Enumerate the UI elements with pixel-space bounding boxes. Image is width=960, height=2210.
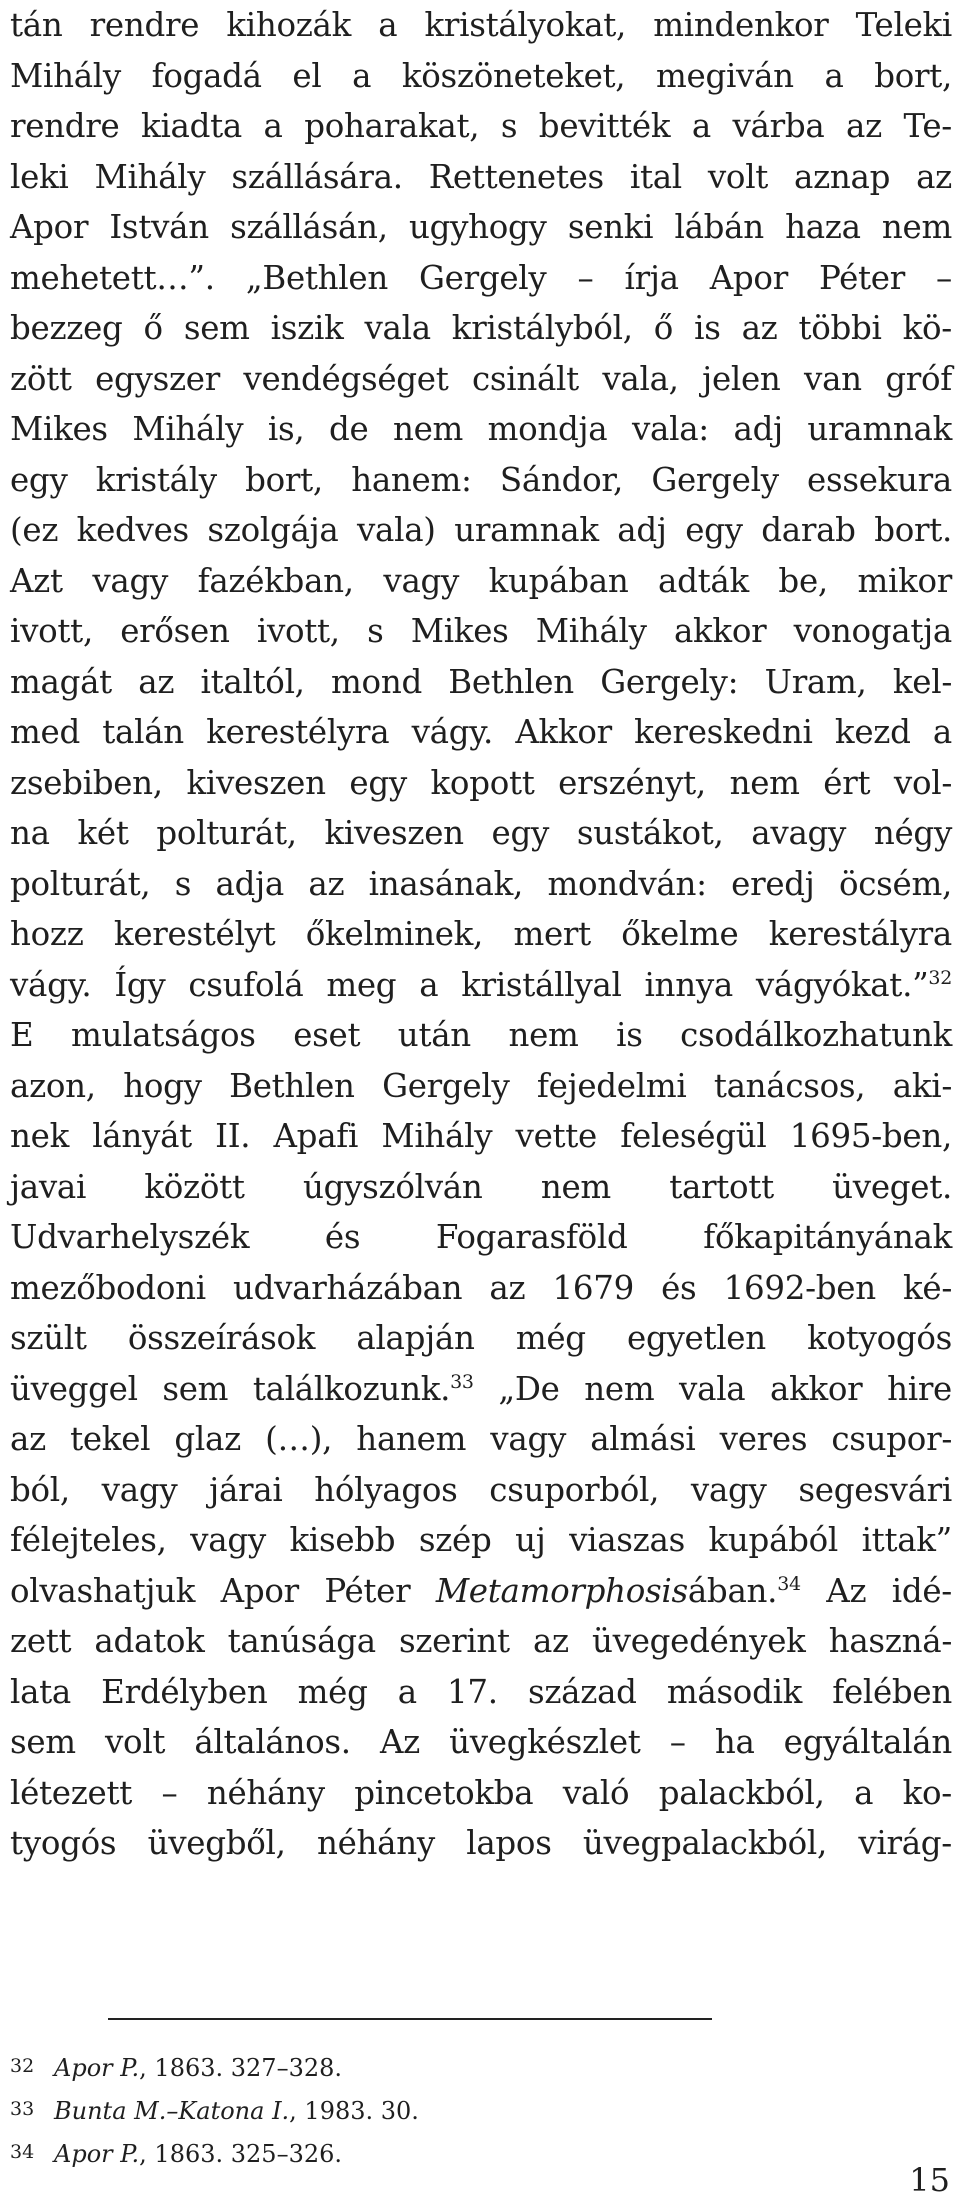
text-line: tyogós üvegből, néhány lapos üvegpalackból, virág- [10, 1824, 952, 1862]
note-ref-34: 34 [777, 1572, 801, 1595]
text-line [10, 1566, 952, 1617]
text-line: egy kristály bort, hanem: Sándor, Gergely essekura [10, 460, 952, 499]
text-line: zett adatok tanúsága szerint az üvegedények haszná- [10, 1622, 952, 1660]
text-line: Mikes Mihály is, de nem mondja vala: adj uramnak [10, 410, 952, 448]
text-segment: üveggel sem találkozunk. [10, 1369, 451, 1408]
text-segment: vágy. Így csufolá meg a kristállyal innya vágyókat.” [10, 965, 929, 1004]
footnote-author: Apor P. [54, 2054, 140, 2082]
text-line: na két polturát, kiveszen egy sustákot, avagy négy [10, 814, 952, 852]
text-line: Apor István szállásán, ugyhogy senki lábán haza nem [10, 208, 952, 246]
text-line: azon, hogy Bethlen Gergely fejedelmi tanácsos, aki- [10, 1066, 952, 1105]
text-line [10, 960, 952, 1011]
text-line: nek lányát II. Apafi Mihály vette feleségül 1695-ben, [10, 1117, 952, 1155]
footnote-citation: , 1983. 30. [289, 2097, 419, 2125]
text-segment: Az idé- [800, 1571, 952, 1610]
text-line: zött egyszer vendégséget csinált vala, jelen van gróf [10, 359, 952, 398]
text-line: med talán kerestélyra vágy. Akkor kereskedni kezd a [10, 713, 952, 751]
text-segment: ában. [687, 1571, 778, 1610]
footnote-divider [108, 2018, 712, 2020]
text-line: ból, vagy járai hólyagos csuporból, vagy segesvári [10, 1470, 952, 1509]
text-line: lata Erdélyben még a 17. század második felében [10, 1672, 952, 1711]
text-segment: „De nem vala akkor hire [473, 1369, 952, 1408]
text-line: tán rendre kihozák a kristályokat, mindenkor Teleki [10, 6, 952, 44]
text-line: az tekel glaz (…), hanem vagy almási veres csupor- [10, 1420, 952, 1458]
footnote [10, 2045, 910, 2088]
text-line: szült összeírások alapján még egyetlen kotyogós [10, 1319, 952, 1357]
page-number: 15 [909, 2161, 950, 2199]
footnotes [10, 2045, 910, 2174]
text-line: magát az italtól, mond Bethlen Gergely: Uram, kel- [10, 662, 952, 701]
text-line: mehetett…”. „Bethlen Gergely – írja Apor Péter – [10, 258, 952, 297]
text-segment: olvashatjuk Apor Péter [10, 1571, 436, 1610]
text-line: Azt vagy fazékban, vagy kupában adták be, mikor [10, 561, 952, 600]
italic-title: Metamorphosis [435, 1571, 688, 1610]
footnote [10, 2131, 910, 2174]
text-line: leki Mihály szállására. Rettenetes ital volt aznap az [10, 157, 952, 196]
footnote-number: 34 [10, 2141, 35, 2163]
main-text [10, 0, 952, 1869]
footnote [10, 2088, 910, 2131]
note-ref-32: 32 [928, 966, 952, 989]
text-line: bezzeg ő sem iszik vala kristályból, ő is az többi kö- [10, 309, 952, 347]
note-ref-33: 33 [450, 1370, 474, 1393]
footnote-citation: , 1863. 325–326. [139, 2140, 343, 2168]
text-line: mezőbodoni udvarházában az 1679 és 1692-ben ké- [10, 1268, 952, 1307]
text-line: hozz kerestélyt őkelminek, mert őkelme kerestályra [10, 915, 952, 953]
footnote-citation: , 1863. 327–328. [139, 2054, 343, 2082]
text-line: rendre kiadta a poharakat, s bevitték a várba az Te- [10, 107, 952, 145]
text-line: Mihály fogadá el a köszöneteket, megiván a bort, [10, 56, 952, 95]
text-line: sem volt általános. Az üvegkészlet – ha egyáltalán [10, 1723, 952, 1761]
text-line: létezett – néhány pincetokba való palackból, a ko- [10, 1773, 952, 1812]
footnote-author: Bunta M.–Katona I. [54, 2097, 290, 2125]
text-line: Udvarhelyszék és Fogarasföld főkapitányának [10, 1218, 952, 1256]
text-line: ivott, erősen ivott, s Mikes Mihály akkor vonogatja [10, 612, 952, 650]
text-line: (ez kedves szolgája vala) uramnak adj egy darab bort. [10, 511, 952, 549]
text-line: E mulatságos eset után nem is csodálkozhatunk [10, 1016, 952, 1054]
text-line: javai között úgyszólván nem tartott üveget. [10, 1167, 952, 1206]
text-line: félejteles, vagy kisebb szép uj viaszas kupából ittak” [10, 1521, 952, 1559]
text-line: zsebiben, kiveszen egy kopott erszényt, nem ért vol- [10, 763, 952, 802]
footnote-number: 33 [10, 2098, 35, 2120]
text-line: polturát, s adja az inasának, mondván: eredj öcsém, [10, 864, 952, 903]
footnote-number: 32 [10, 2055, 35, 2077]
text-line [10, 1364, 952, 1415]
footnote-author: Apor P. [54, 2140, 140, 2168]
